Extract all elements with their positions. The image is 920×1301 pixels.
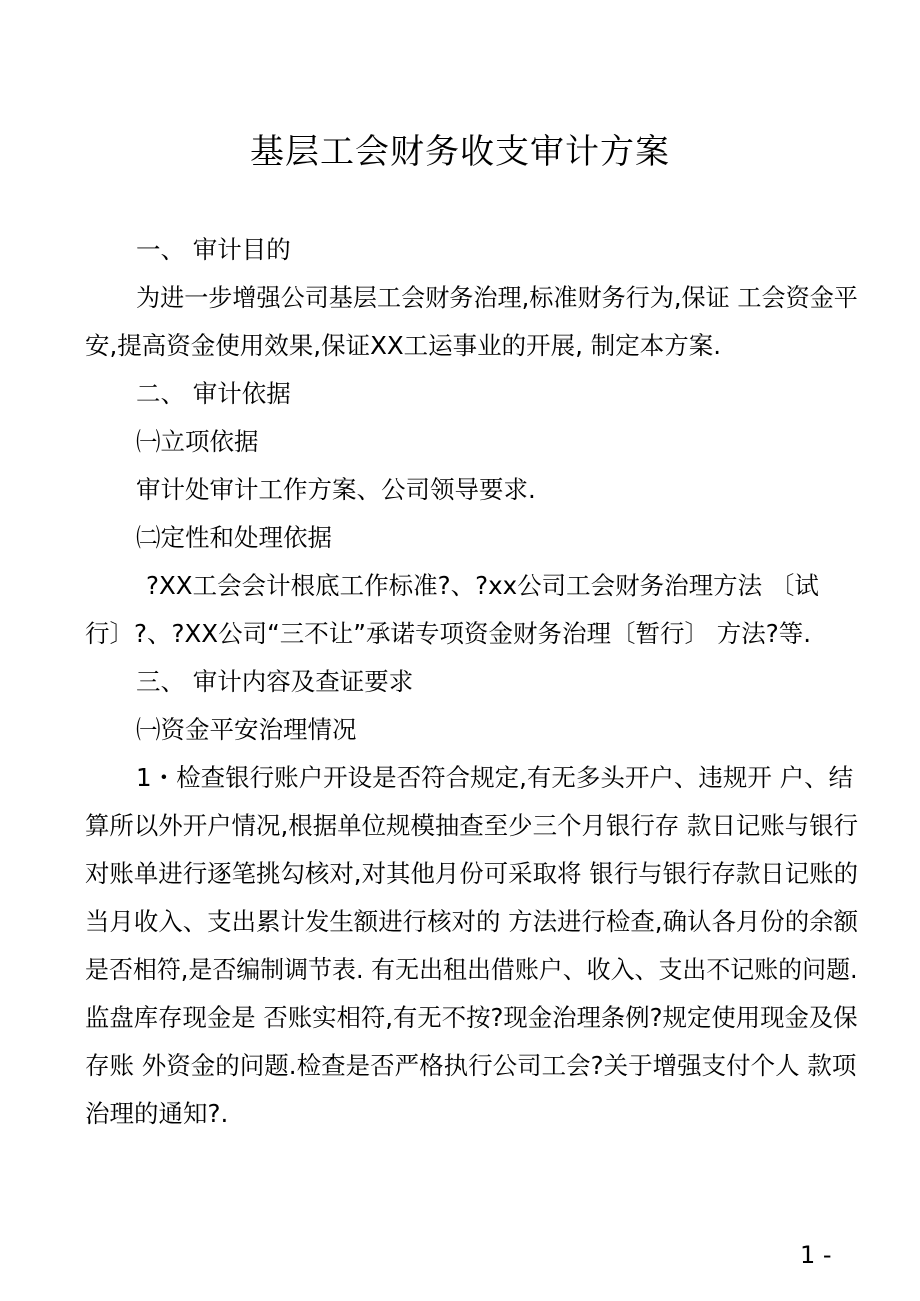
paragraph-line: 审计处审计工作方案、公司领导要求. [136,475,536,504]
paragraph-line: 为进一步增强公司基层工会财务治理,标准财务行为,保证 工会资金平 [136,283,858,312]
section-heading-audit-purpose: 一、 审计目的 [136,235,291,264]
paragraph-line: 治理的通知?. [85,1099,229,1128]
paragraph-line: 算所以外开户情况,根据单位规模抽查至少三个月银行存 款日记账与银行 [85,811,859,840]
paragraph-line: 当月收入、支出累计发生额进行核对的 方法进行检查,确认各月份的余额 [85,907,859,936]
paragraph-line: 监盘库存现金是 否账实相符,有无不按?现金治理条例?规定使用现金及保 [85,1003,858,1032]
paragraph-line: ?XX工会会计根底工作标准?、?xx公司工会财务治理方法 〔试 [146,571,819,600]
section-heading-audit-content: 三、 审计内容及查证要求 [136,667,414,696]
paragraph-line: 行〕?、?XX公司“三不让”承诺专项资金财务治理〔暂行〕 方法?等. [85,619,812,648]
paragraph-line: 安,提高资金使用效果,保证XX工运事业的开展, 制定本方案. [85,331,722,360]
paragraph-line: 对账单进行逐笔挑勾核对,对其他月份可采取将 银行与银行存款日记账的 [85,859,859,888]
page-number: 1 - [800,1241,832,1269]
paragraph-line: 1・检查银行账户开设是否符合规定,有无多头开户、违规开 户、结 [136,763,854,792]
subheading-qualitative-basis: ㈡定性和处理依据 [136,523,332,552]
paragraph-line: 是否相符,是否编制调节表. 有无出租出借账户、收入、支出不记账的问题. [85,955,858,984]
page-title: 基层工会财务收支审计方案 [250,132,670,172]
subheading-fund-safety: ㈠资金平安治理情况 [136,715,357,744]
subheading-project-basis: ㈠立项依据 [136,427,259,456]
paragraph-line: 存账 外资金的问题.检查是否严格执行公司工会?关于增强支付个人 款项 [85,1051,857,1080]
section-heading-audit-basis: 二、 审计依据 [136,379,291,408]
